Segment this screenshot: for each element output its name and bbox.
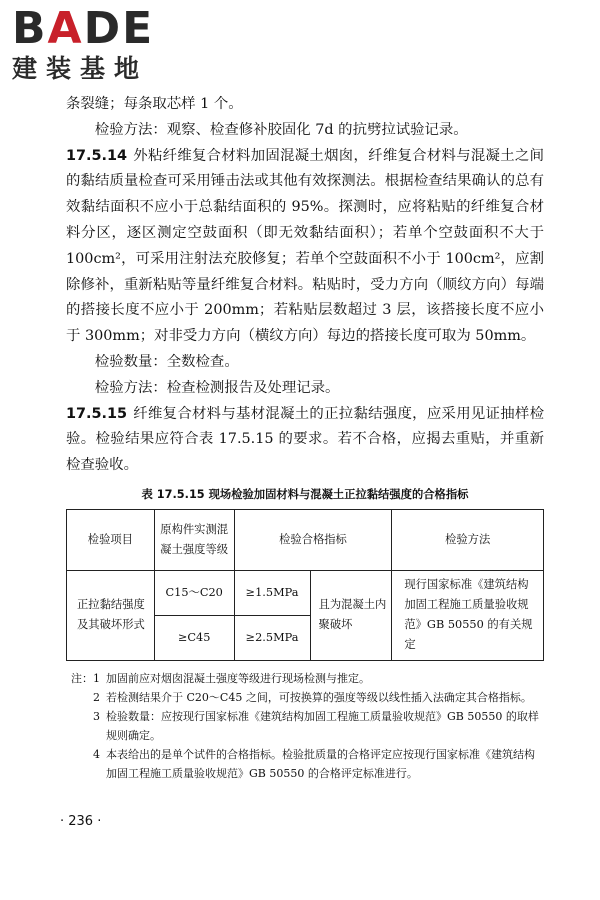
cell-grade: ≥C45 bbox=[154, 615, 234, 660]
cell-method: 现行国家标准《建筑结构加固工程施工质量验收规范》GB 50550 的有关规定 bbox=[392, 570, 544, 660]
cell-item: 正拉黏结强度及其破坏形式 bbox=[67, 570, 155, 660]
header-item: 检验项目 bbox=[67, 509, 155, 570]
page-body bbox=[66, 92, 544, 783]
note-item: 3 检验数量：应按现行国家标准《建筑结构加固工程施工质量验收规范》GB 50550 的取样规则确定。 bbox=[93, 709, 539, 742]
paragraph-inspection-method-2: 检验方法：检查检测报告及处理记录。 bbox=[94, 379, 340, 396]
cell-value: ≥1.5MPa bbox=[234, 570, 310, 615]
cell-failure: 且为混凝土内聚破坏 bbox=[310, 570, 392, 660]
page-number: · 236 · bbox=[60, 814, 102, 829]
clause-number: 17.5.14 bbox=[66, 147, 127, 164]
paragraph-inspection-quantity: 检验数量：全数检查。 bbox=[94, 353, 239, 370]
paragraph-inspection-method-1: 检验方法：观察、检查修补胶固化 7d 的抗劈拉试验记录。 bbox=[94, 121, 468, 138]
table-caption: 表 17.5.15 现场检验加固材料与混凝土正拉黏结强度的合格指标 bbox=[141, 487, 469, 501]
header-index: 检验合格指标 bbox=[234, 509, 392, 570]
paragraph-continuation: 条裂缝；每条取芯样 1 个。 bbox=[66, 96, 243, 112]
clause-number: 17.5.15 bbox=[66, 405, 127, 422]
note-item: 2 若检测结果介于 C20～C45 之间，可按换算的强度等级以线性插入法确定其合格指标。 bbox=[93, 690, 532, 704]
clause-17-5-15 bbox=[66, 402, 544, 479]
header-method: 检验方法 bbox=[392, 509, 544, 570]
clause-text: 外粘纤维复合材料加固混凝土烟囱，纤维复合材料与混凝土之间的黏结质量检查可采用锤击法或其他有效探测法。根据检查结果确认的总有效黏结面积不应小于总黏结面积的 95%。探测时，应将粘贴的纤维复合材料分区，逐区测定空鼓面积（即无效黏结面积）；若单个空鼓面积不大于 100cm²，可采用注射法充胶修复；若单个空鼓面积不小于 100cm²，应割除修补，重新粘贴等量纤维复合材料。粘贴时，受力方向（顺纹方向）每端的搭接长度不应小于 200mm；若粘贴层数超过 3 层，该搭接长度不应小于 300mm；对非受力方向（横纹方向）每边的搭接长度可取为 50mm。 bbox=[66, 147, 544, 345]
clause-text: 纤维复合材料与基材混凝土的正拉黏结强度，应采用见证抽样检验。检验结果应符合表 17.5.15 的要求。若不合格，应揭去重贴，并重新检查验收。 bbox=[66, 405, 544, 474]
logo-tagline: 建装基地 bbox=[12, 54, 149, 83]
cell-grade: C15～C20 bbox=[154, 570, 234, 615]
table-notes bbox=[66, 669, 544, 783]
brand-logo bbox=[12, 3, 212, 86]
clause-17-5-14 bbox=[66, 144, 544, 350]
note-item: 注：1 加固前应对烟囱混凝土强度等级进行现场检测与推定。 bbox=[71, 671, 370, 685]
criteria-table bbox=[66, 509, 544, 661]
note-item: 4 本表给出的是单个试件的合格指标。检验批质量的合格评定应按现行国家标准《建筑结构加固工程施工质量验收规范》GB 50550 的合格评定标准进行。 bbox=[93, 747, 535, 780]
header-grade: 原构件实测混凝土强度等级 bbox=[154, 509, 234, 570]
table-header-row bbox=[67, 509, 544, 570]
logo-wordmark: BADE bbox=[12, 3, 155, 54]
table-row bbox=[67, 570, 544, 615]
cell-value: ≥2.5MPa bbox=[234, 615, 310, 660]
